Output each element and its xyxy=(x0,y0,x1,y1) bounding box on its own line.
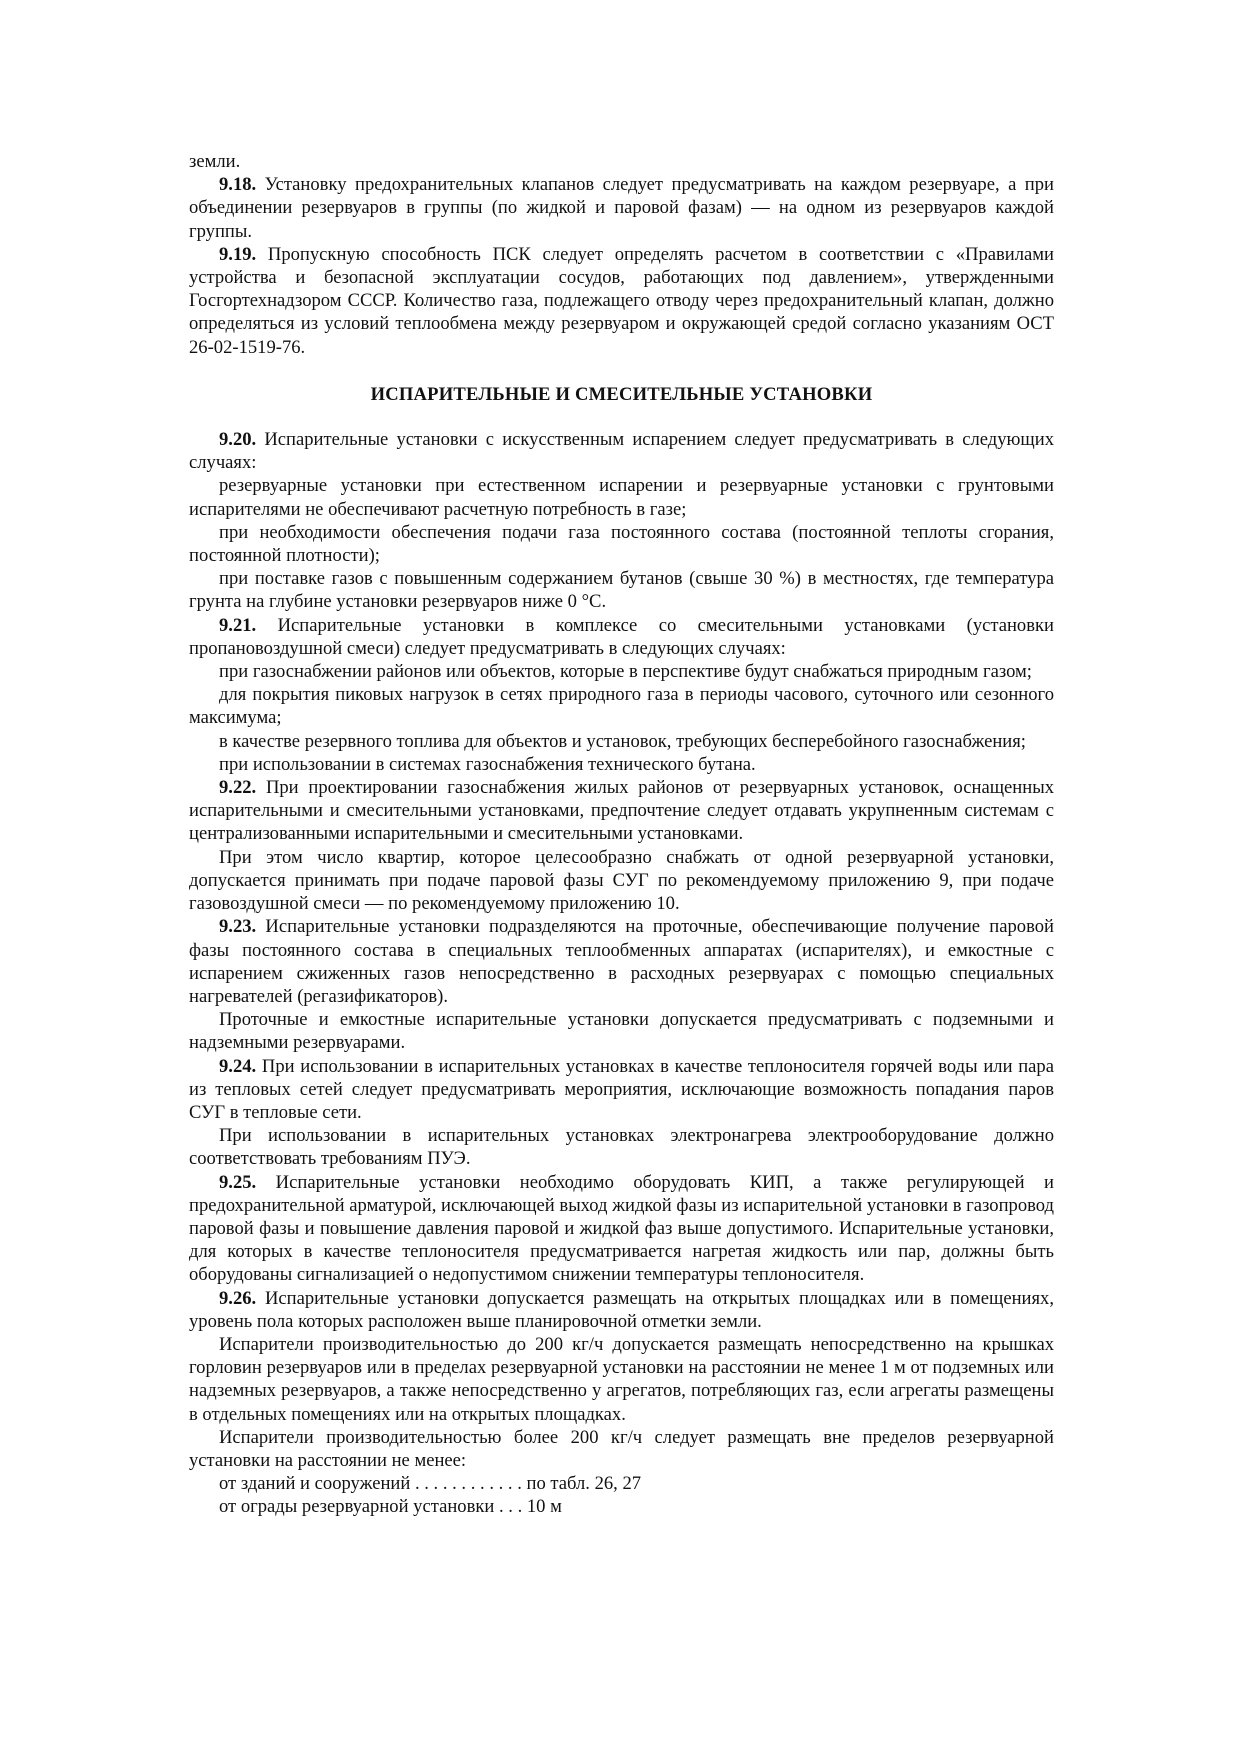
continuation-text: земли. xyxy=(189,151,241,172)
clause-text: Установку предохранительных клапанов следует предусматривать на каждом резервуаре, а при объединении резервуаров в группы (по жидкой и паровой фазам) — на одном из резервуаров каждой группы. xyxy=(189,174,1054,242)
list-item: при газоснабжении районов или объектов, которые в перспективе будут снабжаться природным газом; xyxy=(219,661,1032,683)
paragraph-9-20 xyxy=(189,428,1054,474)
list-item: резервуарные установки при естественном испарении и резервуарные установки с грунтовыми испарителями не обеспечивают расчетную потребность в газе; xyxy=(189,475,1054,520)
clause-number: 9.20. xyxy=(219,429,257,451)
clause-text: Испарительные установки подразделяются на проточные, обеспечивающие получение паровой фазы постоянного состава в специальных теплообменных аппаратах (испарителях), и емкостные с испарением сжиженных газов непосредственно в расходных резервуарах с помощью специальных нагревателей (регазификаторов). xyxy=(189,916,1054,1007)
clause-number: 9.24. xyxy=(219,1055,257,1077)
list-item: в качестве резервного топлива для объектов и установок, требующих бесперебойного газоснабжения; xyxy=(219,730,1026,752)
paragraph-9-21 xyxy=(189,614,1054,660)
clause-text: Испарительные установки допускается размещать на открытых площадках или в помещениях, уровень пола которых расположен выше планировочной отметки земли. xyxy=(189,1287,1054,1332)
paragraph-9-25 xyxy=(189,1171,1054,1287)
paragraph-9-24 xyxy=(189,1055,1054,1125)
clause-text: Испарительные установки необходимо оборудовать КИП, а также регулирующей и предохранительной арматурой, исключающей выход жидкой фазы из испарительной установки в газопровод паровой фазы и повышение давления паровой и жидкой фаз выше допустимого. Испарительные установки, для которых в качестве теплоносителя предусматривается нагретая жидкость или пар, должны быть оборудованы сигнализацией о недопустимом снижении температуры теплоносителя. xyxy=(189,1171,1054,1286)
clause-number: 9.23. xyxy=(219,916,257,938)
paragraph-9-19 xyxy=(189,243,1054,359)
distance-item: от зданий и сооружений . . . . . . . . . . . . по табл. 26, 27 xyxy=(219,1473,642,1495)
paragraph-9-18 xyxy=(189,173,1054,243)
clause-text: Испарительные установки в комплексе со смесительными установками (установки пропановоздушной смеси) следует предусматривать в следующих случаях: xyxy=(189,614,1054,659)
section-heading: ИСПАРИТЕЛЬНЫЕ И СМЕСИТЕЛЬНЫЕ УСТАНОВКИ xyxy=(370,383,873,405)
paragraph-9-23 xyxy=(189,915,1054,1008)
list-item: для покрытия пиковых нагрузок в сетях природного газа в периоды часового, суточного или сезонного максимума; xyxy=(189,684,1054,729)
paragraph-9-26 xyxy=(189,1287,1054,1333)
paragraph-text: Испарители производительностью более 200 кг/ч следует размещать вне пределов резервуарной установки на расстоянии не менее: xyxy=(189,1426,1054,1471)
clause-text: При использовании в испарительных установках в качестве теплоносителя горячей воды или пара из тепловых сетей следует предусматривать мероприятия, исключающие возможность попадания паров СУГ в тепловые сети. xyxy=(189,1055,1054,1123)
clause-number: 9.18. xyxy=(219,174,257,196)
paragraph-9-22 xyxy=(189,776,1054,846)
clause-number: 9.25. xyxy=(219,1171,257,1193)
paragraph-text: При этом число квартир, которое целесообразно снабжать от одной резервуарной установки, допускается принимать при подаче паровой фазы СУГ по рекомендуемому приложению 9, при подаче газовоздушной смеси — по рекомендуемому приложению 10. xyxy=(189,846,1054,915)
clause-text: Пропускную способность ПСК следует определять расчетом в соответствии с «Правилами устройства и безопасной эксплуатации сосудов, работающих под давлением», утвержденными Госгортехнадзором СССР. Количество газа, подлежащего отводу через предохранительный клапан, должно определяться из условий теплообмена между резервуаром и окружающей средой согласно указаниям ОСТ 26-02-1519-76. xyxy=(189,243,1054,358)
clause-text: Испарительные установки с искусственным испарением следует предусматривать в следующих случаях: xyxy=(189,429,1054,474)
paragraph-text: При использовании в испарительных установках электронагрева электрооборудование должно соответствовать требованиям ПУЭ. xyxy=(189,1125,1054,1170)
clause-number: 9.22. xyxy=(219,777,257,799)
list-item: при необходимости обеспечения подачи газа постоянного состава (постоянной теплоты сгорания, постоянной плотности); xyxy=(189,521,1054,567)
clause-number: 9.19. xyxy=(219,243,257,265)
paragraph-text: Проточные и емкостные испарительные установки допускается предусматривать с подземными и надземными резервуарами. xyxy=(189,1009,1054,1054)
paragraph-text: Испарители производительностью до 200 кг/ч допускается размещать непосредственно на крышках горловин резервуаров или в пределах резервуарной установки на расстоянии не менее 1 м от подземных или надземных резервуаров, а также непосредственно у агрегатов, потребляющих газ, если агрегаты размещены в отдельных помещениях или на открытых площадках. xyxy=(189,1333,1054,1425)
clause-number: 9.21. xyxy=(219,614,257,636)
list-item: при поставке газов с повышенным содержанием бутанов (свыше 30 %) в местностях, где температура грунта на глубине установки резервуаров ниже 0 °С. xyxy=(189,568,1054,613)
list-item: при использовании в системах газоснабжения технического бутана. xyxy=(219,753,756,775)
clause-number: 9.26. xyxy=(219,1287,257,1309)
clause-text: При проектировании газоснабжения жилых районов от резервуарных установок, оснащенных испарительными и смесительными установками, предпочтение следует отдавать укрупненным системам с централизованными испарительными и смесительными установками. xyxy=(189,777,1054,845)
distance-item: от ограды резервуарной установки . . . 10 м xyxy=(219,1496,562,1518)
